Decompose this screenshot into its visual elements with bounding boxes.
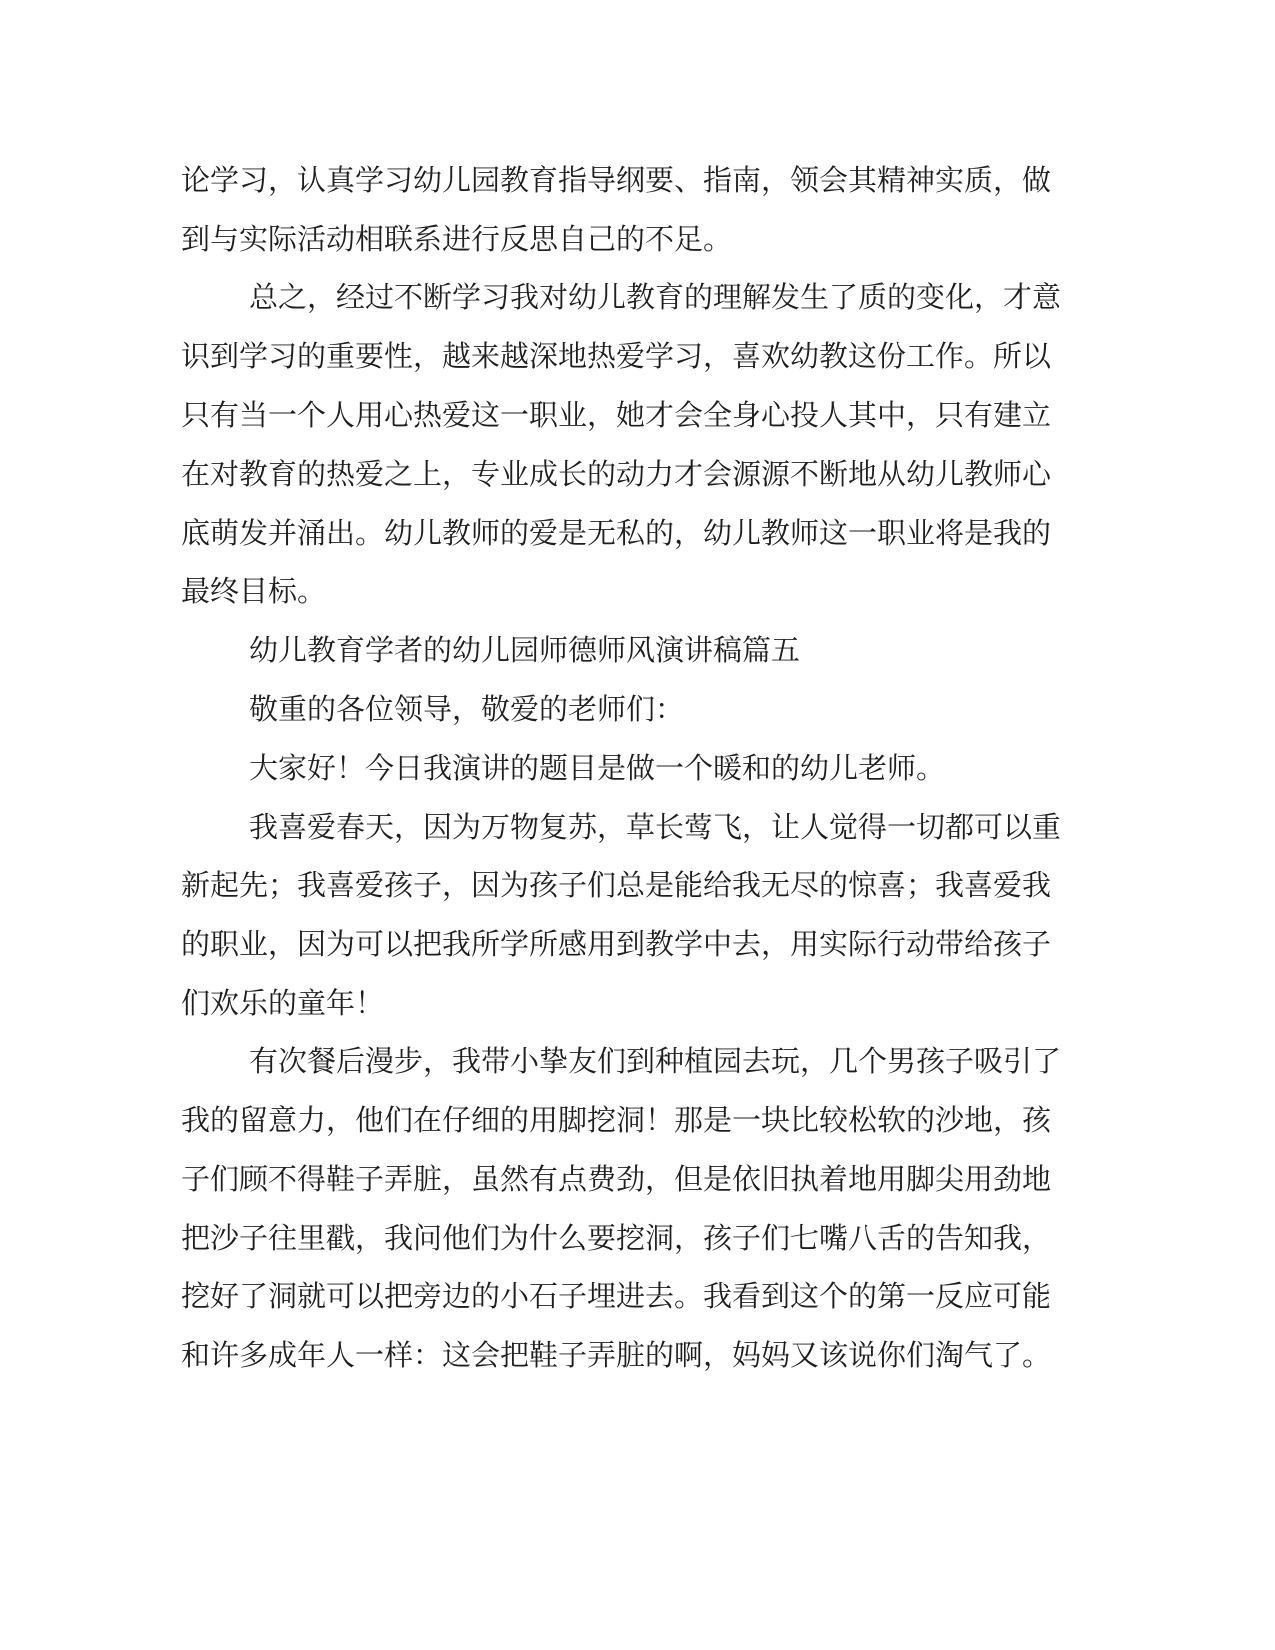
paragraph-2-line-2: 识到学习的重要性，越来越深地热爱学习，喜欢幼教这份工作。所以: [181, 339, 1052, 373]
paragraph-3-line-3: 的职业，因为可以把我所学所感用到教学中去，用实际行动带给孩子: [181, 927, 1052, 961]
salutation: 敬重的各位领导，敬爱的老师们：: [249, 692, 685, 726]
paragraph-3-line-4: 们欢乐的童年！: [181, 986, 385, 1020]
paragraph-4-line-6: 和许多成年人一样：这会把鞋子弄脏的啊，妈妈又该说你们淘气了。: [181, 1338, 1052, 1372]
paragraph-1-line-2: 到与实际活动相联系进行反思自己的不足。: [181, 222, 733, 256]
paragraph-2-line-6: 最终目标。: [181, 574, 327, 608]
paragraph-4-line-5: 挖好了洞就可以把旁边的小石子埋进去。我看到这个的第一反应可能: [181, 1279, 1052, 1313]
paragraph-2-line-5: 底萌发并涌出。幼儿教师的爱是无私的，幼儿教师这一职业将是我的: [181, 516, 1052, 550]
section-title: 幼儿教育学者的幼儿园师德师风演讲稿篇五: [249, 633, 801, 667]
paragraph-4-line-4: 把沙子往里戳，我问他们为什么要挖洞，孩子们七嘴八舌的告知我，: [181, 1221, 1052, 1255]
greeting: 大家好！今日我演讲的题目是做一个暖和的幼儿老师。: [249, 751, 946, 785]
paragraph-4-line-1: 有次餐后漫步，我带小挚友们到种植园去玩，几个男孩子吸引了: [249, 1044, 1062, 1078]
paragraph-2-line-1: 总之，经过不断学习我对幼儿教育的理解发生了质的变化，才意: [249, 280, 1062, 314]
paragraph-4-line-3: 子们顾不得鞋子弄脏，虽然有点费劲，但是依旧执着地用脚尖用劲地: [181, 1162, 1052, 1196]
paragraph-2-line-3: 只有当一个人用心热爱这一职业，她才会全身心投人其中，只有建立: [181, 398, 1052, 432]
paragraph-1-line-1: 论学习，认真学习幼儿园教育指导纲要、指南，领会其精神实质，做: [181, 163, 1052, 197]
paragraph-4-line-2: 我的留意力，他们在仔细的用脚挖洞！那是一块比较松软的沙地，孩: [181, 1103, 1052, 1137]
paragraph-3-line-2: 新起先；我喜爱孩子，因为孩子们总是能给我无尽的惊喜；我喜爱我: [181, 868, 1052, 902]
paragraph-3-line-1: 我喜爱春天，因为万物复苏，草长莺飞，让人觉得一切都可以重: [249, 810, 1062, 844]
paragraph-2-line-4: 在对教育的热爱之上，专业成长的动力才会源源不断地从幼儿教师心: [181, 457, 1052, 491]
